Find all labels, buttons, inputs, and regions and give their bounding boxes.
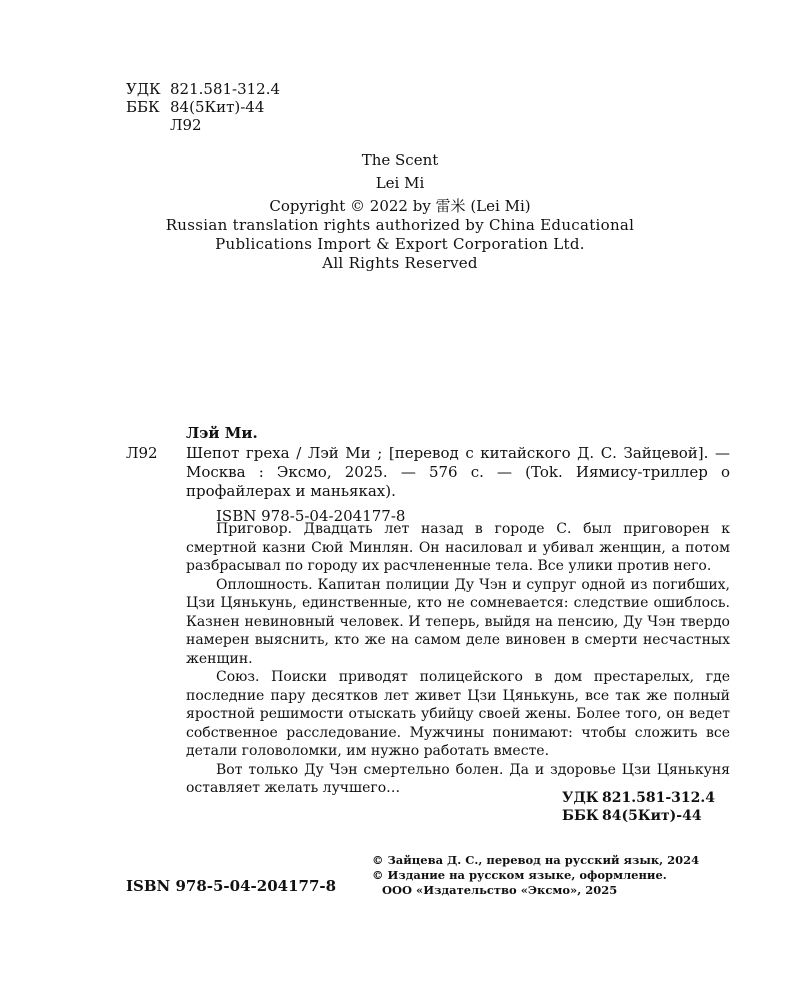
udk-value: 821.581-312.4: [170, 80, 281, 98]
annotation: [186, 520, 730, 798]
annotation-paragraph: Приговор. Двадцать лет назад в городе С. был приговорен к смертной казни Сюй Минлян. Он насиловал и убивал женщин, а потом разбрасывал по городу их расчлененные тела. Все улики против него.: [186, 521, 730, 574]
footer-copyrights: [372, 853, 699, 898]
annotation-paragraph: Союз. Поиски приводят полицейского в дом престарелых, где последние пару десятков лет живет Цзи Цянькунь, все так же полный яростной решимости отыскать убийцу своей жены. Более того, он ведет собственное расследование. Мужчины понимают: чтобы сложить все детали головоломки, им нужно работать вместе.: [186, 669, 730, 759]
entry-udk-label: УДК: [562, 790, 599, 806]
entry-bbk-row: [562, 807, 715, 825]
rights-reserved: All Rights Reserved: [322, 254, 478, 272]
entry-udk-value: 821.581-312.4: [602, 790, 715, 806]
udk-label: УДК: [126, 80, 161, 98]
translation-copyright: © Зайцева Д. С., перевод на русский язык, 2024: [372, 853, 700, 867]
bbk-value: 84(5Кит)-44: [170, 98, 265, 116]
original-author: Lei Mi: [375, 174, 425, 192]
annotation-paragraph: Оплошность. Капитан полиции Ду Чэн и супруг одной из погибших, Цзи Цянькунь, единственные, кто не сомневается: следствие ошиблось. Казнен невиновный человек. И теперь, выйдя на пенсию, Ду Чэн твердо намерен выяснить, кто же на самом деле виновен в смерти несчастных женщин.: [186, 576, 730, 667]
udk-row: [126, 80, 346, 98]
publisher-copyright: ООО «Издательство «Эксмо», 2025: [382, 883, 618, 897]
copyright-line: Copyright © 2022 by 雷米 (Lei Mi): [269, 197, 531, 215]
original-title: The Scent: [361, 151, 439, 169]
original-copyright-block: [100, 151, 700, 273]
bbk-row: [126, 98, 346, 116]
rights-line-1: Russian translation rights authorized by China Educational: [165, 216, 635, 234]
entry-isbn: ISBN 978-5-04-204177-8: [216, 507, 406, 525]
edition-copyright: © Издание на русском языке, оформление.: [372, 868, 667, 882]
entry-udk-row: [562, 789, 715, 807]
footer-isbn: ISBN 978-5-04-204177-8: [126, 877, 337, 895]
classification-codes: [126, 80, 346, 134]
entry-author: Лэй Ми.: [186, 424, 258, 442]
bibliographic-description: Шепот греха / Лэй Ми ; [перевод с китайского Д. С. Зайцевой]. — Москва : Эксмо, 2025. — 576 с. — (Tok. Иямису-триллер о профайлерах и маньяках).: [186, 444, 730, 500]
entry-shelf-mark: Л92: [126, 444, 158, 462]
entry-bbk-label: ББК: [562, 808, 599, 824]
bbk-label: ББК: [126, 98, 160, 116]
entry-bbk-value: 84(5Кит)-44: [602, 808, 702, 824]
author-sign: Л92: [170, 116, 202, 134]
annotation-paragraph: Вот только Ду Чэн смертельно болен. Да и здоровье Цзи Цянькуня оставляет желать лучшего…: [186, 761, 730, 796]
rights-line-2: Publications Import & Export Corporation Ltd.: [215, 235, 585, 253]
entry-classification-codes: [562, 789, 715, 825]
